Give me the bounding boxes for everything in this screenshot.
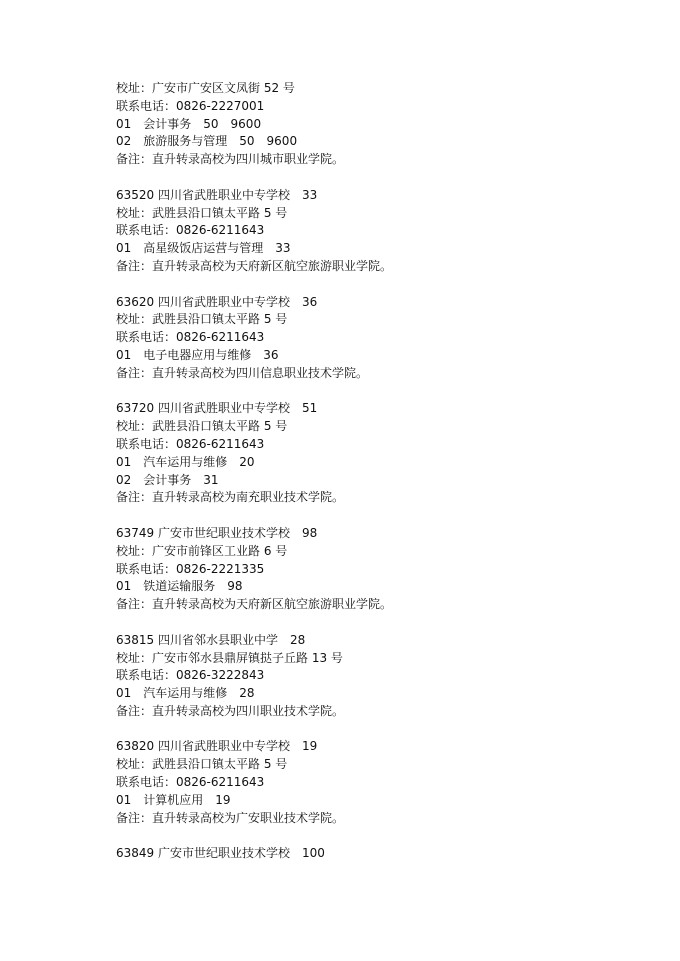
school-note: 备注：直升转录高校为天府新区航空旅游职业学院。 bbox=[116, 597, 393, 612]
school-entry-partial bbox=[116, 845, 656, 863]
school-address: 校址：广安市邻水县鼎屏镇挞子丘路 13 号 bbox=[116, 650, 343, 665]
school-entry bbox=[116, 187, 656, 276]
school-title: 63820 四川省武胜职业中专学校 19 bbox=[116, 739, 318, 754]
school-phone: 联系电话：0826-2227001 bbox=[116, 98, 265, 113]
school-entry bbox=[116, 400, 656, 507]
spacer bbox=[116, 721, 656, 739]
spacer bbox=[116, 383, 656, 401]
school-note: 备注：直升转录高校为天府新区航空旅游职业学院。 bbox=[116, 258, 393, 273]
major-line: 01 汽车运用与维修 20 bbox=[116, 454, 255, 469]
school-note: 备注：直升转录高校为南充职业技术学院。 bbox=[116, 490, 345, 505]
school-phone: 联系电话：0826-6211643 bbox=[116, 436, 265, 451]
school-entry bbox=[116, 294, 656, 383]
major-line: 01 高星级饭店运营与管理 33 bbox=[116, 241, 291, 256]
spacer bbox=[116, 276, 656, 294]
major-line: 02 会计事务 31 bbox=[116, 472, 219, 487]
school-note: 备注：直升转录高校为四川城市职业学院。 bbox=[116, 152, 345, 167]
major-line: 01 会计事务 50 9600 bbox=[116, 116, 262, 131]
school-title: 63849 广安市世纪职业技术学校 100 bbox=[116, 846, 325, 861]
document-page bbox=[116, 80, 656, 863]
school-entry bbox=[116, 525, 656, 614]
school-phone: 联系电话：0826-6211643 bbox=[116, 775, 265, 790]
school-address: 校址：广安市广安区文凤街 52 号 bbox=[116, 81, 295, 95]
major-line: 02 旅游服务与管理 50 9600 bbox=[116, 134, 298, 149]
school-address: 校址：武胜县沿口镇太平路 5 号 bbox=[116, 205, 288, 220]
school-phone: 联系电话：0826-6211643 bbox=[116, 330, 265, 345]
school-title: 63749 广安市世纪职业技术学校 98 bbox=[116, 525, 318, 540]
spacer bbox=[116, 507, 656, 525]
school-note: 备注：直升转录高校为四川职业技术学院。 bbox=[116, 703, 345, 718]
school-title: 63815 四川省邻水县职业中学 28 bbox=[116, 632, 306, 647]
spacer bbox=[116, 169, 656, 187]
school-note: 备注：直升转录高校为广安职业技术学院。 bbox=[116, 810, 345, 825]
major-line: 01 铁道运输服务 98 bbox=[116, 579, 243, 594]
school-phone: 联系电话：0826-2221335 bbox=[116, 561, 265, 576]
major-line: 01 计算机应用 19 bbox=[116, 792, 231, 807]
school-note: 备注：直升转录高校为四川信息职业技术学院。 bbox=[116, 365, 369, 380]
school-phone: 联系电话：0826-3222843 bbox=[116, 668, 265, 683]
major-line: 01 电子电器应用与维修 36 bbox=[116, 347, 279, 362]
school-title: 63720 四川省武胜职业中专学校 51 bbox=[116, 401, 318, 416]
school-address: 校址：武胜县沿口镇太平路 5 号 bbox=[116, 312, 288, 327]
major-line: 01 汽车运用与维修 28 bbox=[116, 686, 255, 701]
spacer bbox=[116, 614, 656, 632]
spacer bbox=[116, 827, 656, 845]
school-phone: 联系电话：0826-6211643 bbox=[116, 223, 265, 238]
school-entry bbox=[116, 632, 656, 721]
school-address: 校址：武胜县沿口镇太平路 5 号 bbox=[116, 419, 288, 434]
school-address: 校址：广安市前锋区工业路 6 号 bbox=[116, 543, 288, 558]
school-entry-partial bbox=[116, 80, 656, 169]
school-title: 63620 四川省武胜职业中专学校 36 bbox=[116, 294, 318, 309]
school-address: 校址：武胜县沿口镇太平路 5 号 bbox=[116, 757, 288, 772]
school-title: 63520 四川省武胜职业中专学校 33 bbox=[116, 187, 318, 202]
school-entry bbox=[116, 738, 656, 827]
